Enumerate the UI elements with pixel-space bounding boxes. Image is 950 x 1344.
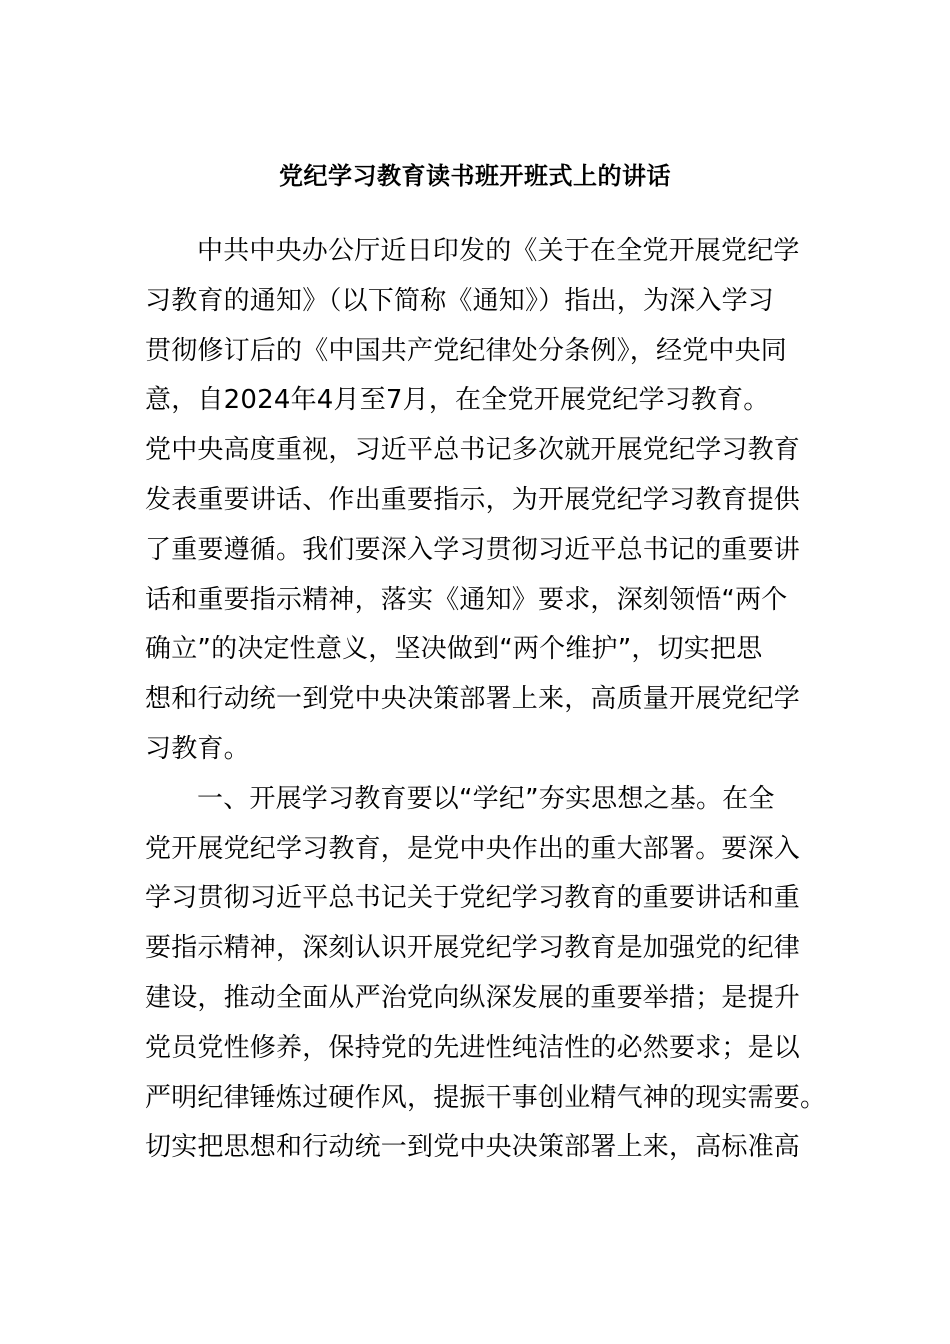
paragraph-2-line-1: 一、开展学习教育要以“学纪”夯实思想之基。在全 — [197, 783, 775, 814]
document-title: 党纪学习教育读书班开班式上的讲话 — [279, 162, 671, 190]
paragraph-2-line-7: 严明纪律锤炼过硬作风，提振干事创业精气神的现实需要。 — [145, 1082, 827, 1113]
paragraph-2-line-3: 学习贯彻习近平总书记关于党纪学习教育的重要讲话和重 — [145, 883, 801, 914]
document-body — [145, 227, 827, 1173]
paragraph-1-line-6: 发表重要讲话、作出重要指示，为开展党纪学习教育提供 — [145, 484, 801, 515]
paragraph-1-line-5: 党中央高度重视，习近平总书记多次就开展党纪学习教育 — [145, 435, 801, 466]
paragraph-2-line-2: 党开展党纪学习教育，是党中央作出的重大部署。要深入 — [145, 833, 801, 864]
paragraph-1-line-8: 话和重要指示精神，落实《通知》要求，深刻领悟“两个 — [145, 584, 788, 615]
paragraph-1-line-4: 意，自2024年4月至7月，在全党开展党纪学习教育。 — [145, 385, 770, 416]
paragraph-1-line-11: 习教育。 — [145, 733, 250, 764]
paragraph-2-line-6: 党员党性修养，保持党的先进性纯洁性的必然要求；是以 — [145, 1032, 801, 1063]
paragraph-2-line-5: 建设，推动全面从严治党向纵深发展的重要举措；是提升 — [145, 982, 801, 1013]
paragraph-2-line-8: 切实把思想和行动统一到党中央决策部署上来，高标准高 — [145, 1132, 801, 1163]
paragraph-2-line-4: 要指示精神，深刻认识开展党纪学习教育是加强党的纪律 — [145, 933, 801, 964]
paragraph-1-line-9: 确立”的决定性意义，坚决做到“两个维护”，切实把思 — [145, 634, 763, 665]
paragraph-1-line-1: 中共中央办公厅近日印发的《关于在全党开展党纪学 — [197, 236, 800, 266]
paragraph-1-line-3: 贯彻修订后的《中国共产党纪律处分条例》，经党中央同 — [145, 335, 788, 366]
paragraph-1-line-10: 想和行动统一到党中央决策部署上来，高质量开展党纪学 — [145, 684, 801, 715]
paragraph-1-line-2: 习教育的通知》（以下简称《通知》）指出，为深入学习 — [145, 285, 775, 316]
paragraph-1-line-7: 了重要遵循。我们要深入学习贯彻习近平总书记的重要讲 — [145, 534, 801, 565]
